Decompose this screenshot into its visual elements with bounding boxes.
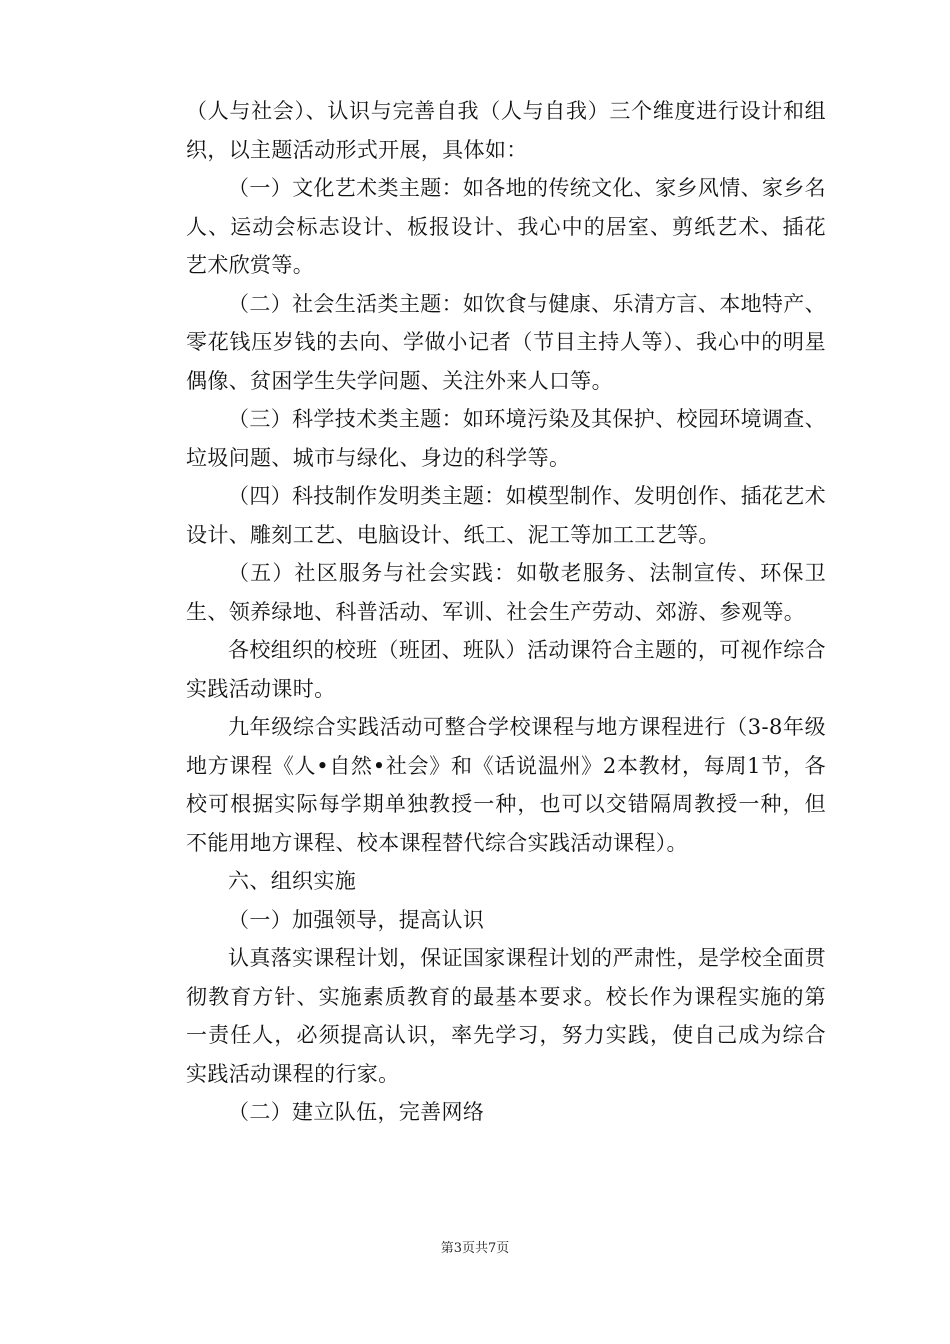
paragraph-theme-social-life: （二）社会生活类主题：如饮食与健康、乐清方言、本地特产、零花钱压岁钱的去向、学做小记者（节目主持人等）、我心中的明星偶像、贫困学生失学问题、关注外来人口等。	[186, 291, 826, 393]
paragraph-grade-nine: 九年级综合实践活动可整合学校课程与地方课程进行（3-8年级地方课程《人•自然•社会》和《话说温州》2本教材，每周1节，各校可根据实际每学期单独教授一种，也可以交错隔周教授一种，但不能用地方课程、校本课程替代综合实践活动课程）。	[186, 715, 826, 855]
page-number-footer: 第3页共7页	[440, 1241, 510, 1256]
paragraph-curriculum-plan: 认真落实课程计划，保证国家课程计划的严肃性，是学校全面贯彻教育方针、实施素质教育的最基本要求。校长作为课程实施的第一责任人，必须提高认识，率先学习，努力实践，使自己成为综合实践活动课程的行家。	[186, 946, 826, 1086]
paragraph-intro: （人与社会）、认识与完善自我（人与自我）三个维度进行设计和组织，以主题活动形式开展，具体如：	[186, 99, 826, 162]
document-page	[186, 92, 826, 1132]
paragraph-theme-science-tech: （三）科学技术类主题：如环境污染及其保护、校园环境调查、垃圾问题、城市与绿化、身边的科学等。	[186, 407, 826, 470]
subheading-leadership: （一）加强领导，提高认识	[228, 907, 485, 932]
paragraph-theme-culture-art: （一）文化艺术类主题：如各地的传统文化、家乡风情、家乡名人、运动会标志设计、板报设计、我心中的居室、剪纸艺术、插花艺术欣赏等。	[186, 176, 826, 277]
paragraph-theme-invention: （四）科技制作发明类主题：如模型制作、发明创作、插花艺术设计、雕刻工艺、电脑设计、纸工、泥工等加工工艺等。	[186, 484, 826, 547]
paragraph-theme-community-service: （五）社区服务与社会实践：如敬老服务、法制宣传、环保卫生、领养绿地、科普活动、军训、社会生产劳动、郊游、参观等。	[186, 561, 826, 624]
section-heading-implementation: 六、组织实施	[228, 869, 357, 893]
subheading-team-network: （二）建立队伍，完善网络	[228, 1100, 485, 1124]
paragraph-class-activities: 各校组织的校班（班团、班队）活动课符合主题的，可视作综合实践活动课时。	[186, 638, 826, 701]
